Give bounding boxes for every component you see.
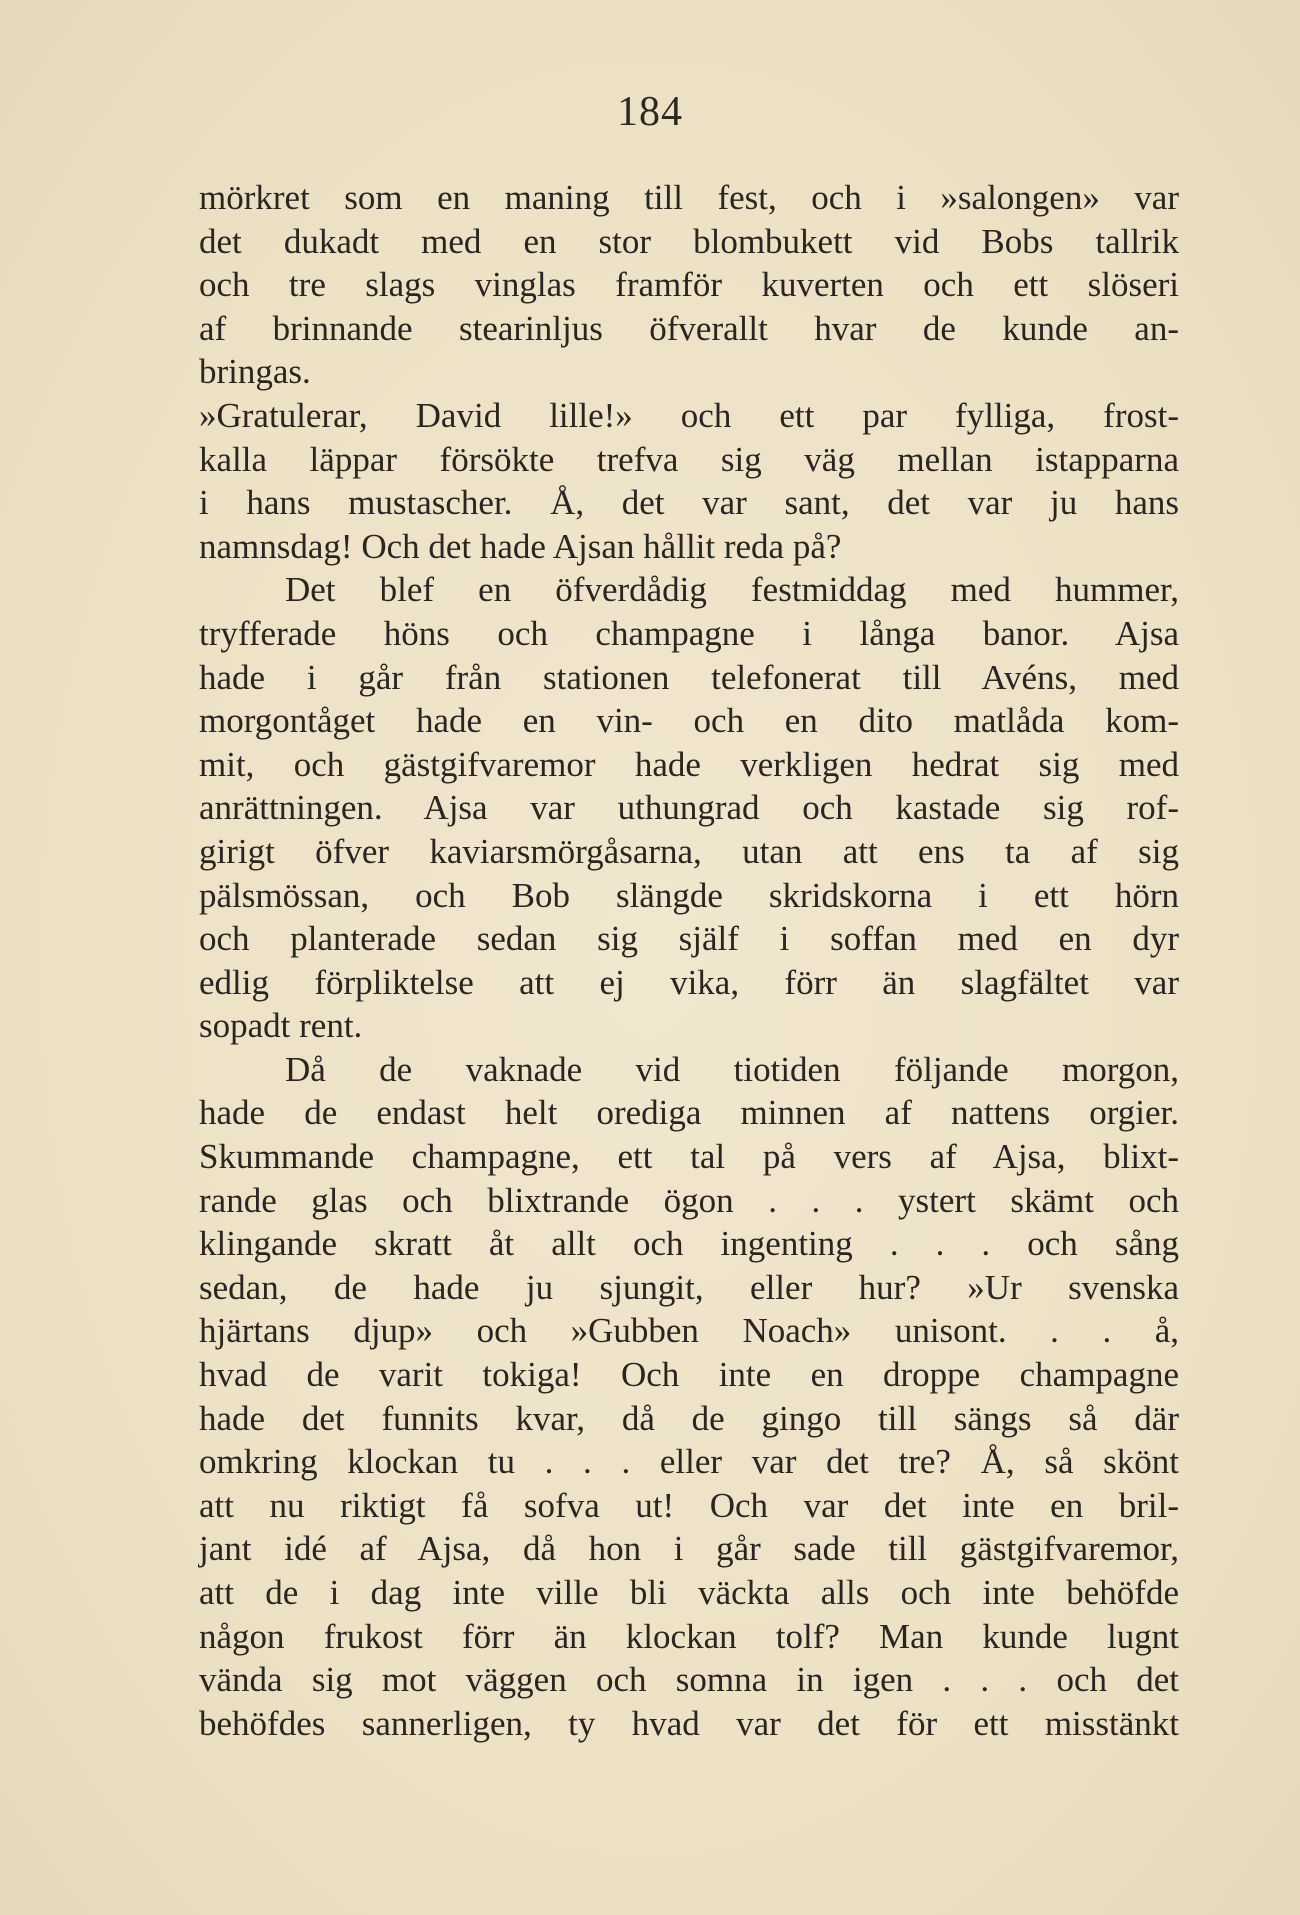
text-line: pälsmössan, och Bob slängde skridskorna i ett hörn [199, 875, 1179, 915]
text-line: girigt öfver kaviarsmörgåsarna, utan att ens ta af sig [199, 831, 1179, 871]
text-line: edlig förpliktelse att ej vika, förr än slagfältet var [199, 962, 1179, 1002]
text-line: klingande skratt åt allt och ingenting . . . och sång [199, 1224, 1179, 1264]
text-line: sopadt rent. [199, 1006, 363, 1046]
text-line: Det blef en öfverdådig festmiddag med hummer, [285, 570, 1179, 610]
text-line: att de i dag inte ville bli väckta alls och inte behöfde [199, 1573, 1179, 1612]
text-line: omkring klockan tu . . . eller var det tre? Å, så skönt [199, 1442, 1179, 1482]
text-line: rande glas och blixtrande ögon . . . ystert skämt och [199, 1180, 1179, 1220]
text-line: mit, och gästgifvaremor hade verkligen hedrat sig med [199, 744, 1179, 784]
text-line: »Gratulerar, David lille!» och ett par fylliga, frost- [199, 395, 1179, 435]
text-line: Skummande champagne, ett tal på vers af Ajsa, blixt- [199, 1137, 1179, 1177]
text-line: sedan, de hade ju sjungit, eller hur? »Ur svenska [199, 1267, 1179, 1307]
text-line: hade de endast helt orediga minnen af nattens orgier. [199, 1093, 1179, 1133]
text-line: vända sig mot väggen och somna in igen . . . och det [199, 1660, 1179, 1700]
text-line: jant idé af Ajsa, då hon i går sade till gästgifvaremor, [199, 1529, 1179, 1569]
text-line: hade i går från stationen telefonerat till Avéns, med [199, 657, 1179, 697]
text-line: och tre slags vinglas framför kuverten och ett slöseri [199, 265, 1179, 305]
text-line: Då de vaknade vid tiotiden följande morgon, [285, 1049, 1179, 1089]
text-line: att nu riktigt få sofva ut! Och var det inte en bril- [199, 1485, 1179, 1525]
text-line: hade det funnits kvar, då de gingo till sängs så där [199, 1398, 1179, 1438]
text-line: och planterade sedan sig själf i soffan med en dyr [199, 919, 1179, 959]
text-line: någon frukost förr än klockan tolf? Man kunde lugnt [199, 1616, 1179, 1656]
text-line: behöfdes sannerligen, ty hvad var det för ett misstänkt [199, 1703, 1179, 1743]
body-text [199, 176, 1179, 1745]
text-line: tryfferade höns och champagne i långa banor. Ajsa [199, 613, 1179, 653]
text-line: bringas. [199, 352, 311, 392]
text-line: hvad de varit tokiga! Och inte en droppe champagne [199, 1355, 1179, 1395]
text-line: anrättningen. Ajsa var uthungrad och kastade sig rof- [199, 788, 1179, 828]
text-line: hjärtans djup» och »Gubben Noach» unisont. . . å, [199, 1311, 1179, 1351]
text-line: mörkret som en maning till fest, och i »salongen» var [199, 178, 1179, 217]
text-line: namnsdag! Och det hade Ajsan hållit reda på? [199, 526, 842, 566]
text-line: af brinnande stearinljus öfverallt hvar de kunde an- [199, 308, 1179, 348]
text-line: det dukadt med en stor blombukett vid Bobs tallrik [199, 221, 1179, 261]
text-line: morgontåget hade en vin- och en dito matlåda kom- [199, 701, 1179, 741]
text-line: kalla läppar försökte trefva sig väg mellan istapparna [199, 439, 1179, 479]
text-line: i hans mustascher. Å, det var sant, det var ju hans [199, 483, 1179, 523]
page-number: 184 [617, 89, 683, 135]
